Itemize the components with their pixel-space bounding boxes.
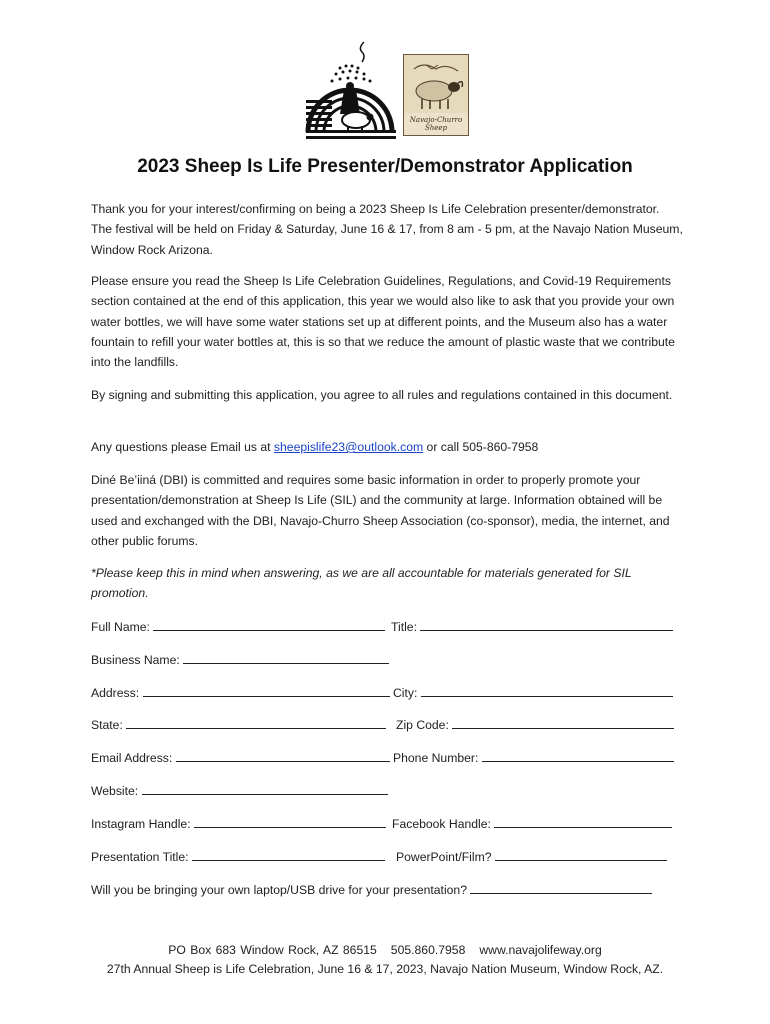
phone-number-label: Phone Number: xyxy=(393,751,479,765)
logo-header xyxy=(300,40,480,140)
sheep-is-life-dome-logo-icon xyxy=(300,40,398,140)
email-address-input-line[interactable] xyxy=(176,748,390,762)
contact-suffix: or call 505-860-7958 xyxy=(423,440,539,454)
footer-phone: 505.860.7958 xyxy=(390,943,466,957)
footer-website: www.navajolifeway.org xyxy=(479,943,602,957)
state-label: State: xyxy=(91,718,123,732)
address-label: Address: xyxy=(91,686,140,700)
zip-code-field[interactable] xyxy=(396,715,674,735)
laptop-usb-input-line[interactable] xyxy=(470,880,652,894)
form-row-presentation xyxy=(91,847,683,867)
footer-contact-line xyxy=(0,941,770,959)
facebook-handle-input-line[interactable] xyxy=(494,814,672,828)
churro-logo-line2: Sheep xyxy=(424,124,448,132)
facebook-handle-label: Facebook Handle: xyxy=(392,817,491,831)
form-row-state-zip xyxy=(91,715,683,735)
churro-logo-line1: Navajo-Churro xyxy=(409,116,463,124)
phone-number-input-line[interactable] xyxy=(482,748,674,762)
intro-paragraph-3: By signing and submitting this application, you agree to all rules and regulations contained in this document. xyxy=(91,388,673,402)
city-label: City: xyxy=(393,686,418,700)
title-field[interactable] xyxy=(391,617,673,637)
title-label: Title: xyxy=(391,620,417,634)
presentation-title-input-line[interactable] xyxy=(192,847,385,861)
business-name-input-line[interactable] xyxy=(183,650,389,664)
phone-number-field[interactable] xyxy=(393,748,674,768)
instagram-handle-label: Instagram Handle: xyxy=(91,817,191,831)
full-name-field[interactable] xyxy=(91,617,385,637)
title-input-line[interactable] xyxy=(420,617,673,631)
city-input-line[interactable] xyxy=(421,683,673,697)
laptop-usb-field[interactable] xyxy=(91,880,652,900)
form-row-address-city xyxy=(91,683,683,703)
intro-paragraph-2: Please ensure you read the Sheep Is Life Celebration Guidelines, Regulations, and Covid-19 Requirements section contained at the end of this application, this year we would also like to ask that you provide your own water bottles, we will have some water stations set up at different points, and the Museum also has a water fountain to refill your water bottles at, this is so that we reduce the amount of plastic waste that we contribute into the landfills. xyxy=(91,274,675,370)
instagram-handle-input-line[interactable] xyxy=(194,814,386,828)
contact-paragraph xyxy=(91,437,683,457)
powerpoint-film-input-line[interactable] xyxy=(495,847,667,861)
page-title: 2023 Sheep Is Life Presenter/Demonstrator Application xyxy=(137,156,633,177)
navajo-churro-sheep-logo-icon xyxy=(403,54,469,136)
contact-prefix: Any questions please Email us at xyxy=(91,440,274,454)
state-field[interactable] xyxy=(91,715,386,735)
intro-note: *Please keep this in mind when answering, as we are all accountable for materials generated for SIL promotion. xyxy=(91,566,632,601)
business-name-label: Business Name: xyxy=(91,653,180,667)
form-row-laptop xyxy=(91,880,683,900)
form-row-business xyxy=(91,650,683,670)
form-row-website xyxy=(91,781,683,801)
website-field[interactable] xyxy=(91,781,388,801)
zip-code-input-line[interactable] xyxy=(452,715,674,729)
powerpoint-film-field[interactable] xyxy=(396,847,667,867)
website-label: Website: xyxy=(91,784,139,798)
website-input-line[interactable] xyxy=(142,781,388,795)
footer-po-box: PO Box 683 Window Rock, AZ 86515 xyxy=(168,943,377,957)
contact-email-link[interactable]: sheepislife23@outlook.com xyxy=(273,440,424,454)
form-row-social xyxy=(91,814,683,834)
intro-paragraph-5: Diné Be’iiná (DBI) is committed and requires some basic information in order to properly promote your presentation/demonstration at Sheep Is Life (SIL) and the community at large. Information obtained will be used and exchanged with the DBI, Navajo-Churro Sheep Association (co-sponsor), media, the internet, and other public forums. xyxy=(91,473,670,548)
form-row-email-phone xyxy=(91,748,683,768)
address-input-line[interactable] xyxy=(143,683,390,697)
email-address-label: Email Address: xyxy=(91,751,173,765)
email-address-field[interactable] xyxy=(91,748,390,768)
form-row-name-title xyxy=(91,617,683,637)
business-name-field[interactable] xyxy=(91,650,389,670)
full-name-label: Full Name: xyxy=(91,620,150,634)
full-name-input-line[interactable] xyxy=(153,617,385,631)
instagram-handle-field[interactable] xyxy=(91,814,386,834)
zip-code-label: Zip Code: xyxy=(396,718,449,732)
churro-logo-text xyxy=(404,116,468,132)
presentation-title-field[interactable] xyxy=(91,847,385,867)
intro-paragraph-1: Thank you for your interest/confirming on being a 2023 Sheep Is Life Celebration presenter/demonstrator. The festival will be held on Friday & Saturday, June 16 & 17, from 8 am - 5 pm, at the Navajo Nation Museum, Window Rock Arizona. xyxy=(91,202,683,257)
city-field[interactable] xyxy=(393,683,673,703)
address-field[interactable] xyxy=(91,683,390,703)
laptop-usb-label: Will you be bringing your own laptop/USB drive for your presentation? xyxy=(91,883,467,897)
state-input-line[interactable] xyxy=(126,715,386,729)
churro-sheep-illustration-icon xyxy=(404,55,468,113)
presentation-title-label: Presentation Title: xyxy=(91,850,189,864)
powerpoint-film-label: PowerPoint/Film? xyxy=(396,850,492,864)
facebook-handle-field[interactable] xyxy=(392,814,672,834)
footer-event-line: 27th Annual Sheep is Life Celebration, June 16 & 17, 2023, Navajo Nation Museum, Window Rock, AZ. xyxy=(106,962,664,976)
